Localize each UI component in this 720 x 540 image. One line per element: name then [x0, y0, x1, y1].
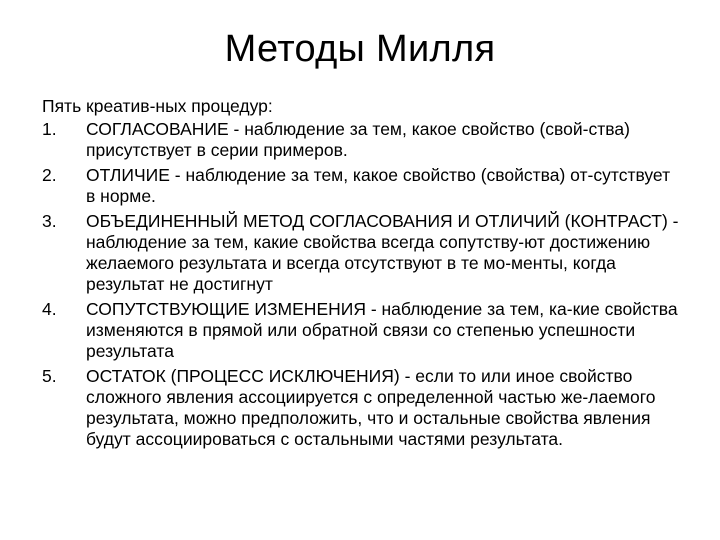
item-number: 5. — [42, 366, 57, 386]
item-text: ОСТАТОК (ПРОЦЕСС ИСКЛЮЧЕНИЯ) - если то или иное свойство сложного явления ассоциируется с определенной частью же-лаемого результата, можно предположить, что и остальные свойства явления будут ассоциироваться с остальными частями результата. — [86, 366, 656, 449]
item-number: 4. — [42, 299, 57, 319]
slide-body — [42, 96, 682, 454]
slide-title: Методы Милля — [224, 28, 496, 70]
list-item — [42, 165, 682, 207]
procedure-list — [42, 119, 682, 450]
item-text: ОТЛИЧИЕ - наблюдение за тем, какое свойство (свойства) от-сутствует в норме. — [86, 165, 671, 206]
item-text: СОПУТСТВУЮЩИЕ ИЗМЕНЕНИЯ - наблюдение за тем, ка-кие свойства изменяются в прямой или обратной связи со степенью успешности результата — [86, 299, 678, 361]
list-item — [42, 366, 682, 450]
item-number: 2. — [42, 165, 57, 185]
item-text: ОБЪЕДИНЕННЫЙ МЕТОД СОГЛАСОВАНИЯ И ОТЛИЧИЙ (КОНТРАСТ) - наблюдение за тем, какие свойства всегда сопутству-ют достижению желаемого результата и всегда отсутствуют в те мо-менты, когда результат не достигнут — [86, 211, 679, 294]
item-number: 3. — [42, 211, 57, 231]
list-item — [42, 211, 682, 295]
item-number: 1. — [42, 119, 57, 139]
item-text: СОГЛАСОВАНИЕ - наблюдение за тем, какое свойство (свой-ства) присутствует в серии примеров. — [86, 119, 630, 160]
intro-text: Пять креатив-ных процедур: — [42, 96, 273, 116]
list-item — [42, 119, 682, 161]
list-item — [42, 299, 682, 362]
